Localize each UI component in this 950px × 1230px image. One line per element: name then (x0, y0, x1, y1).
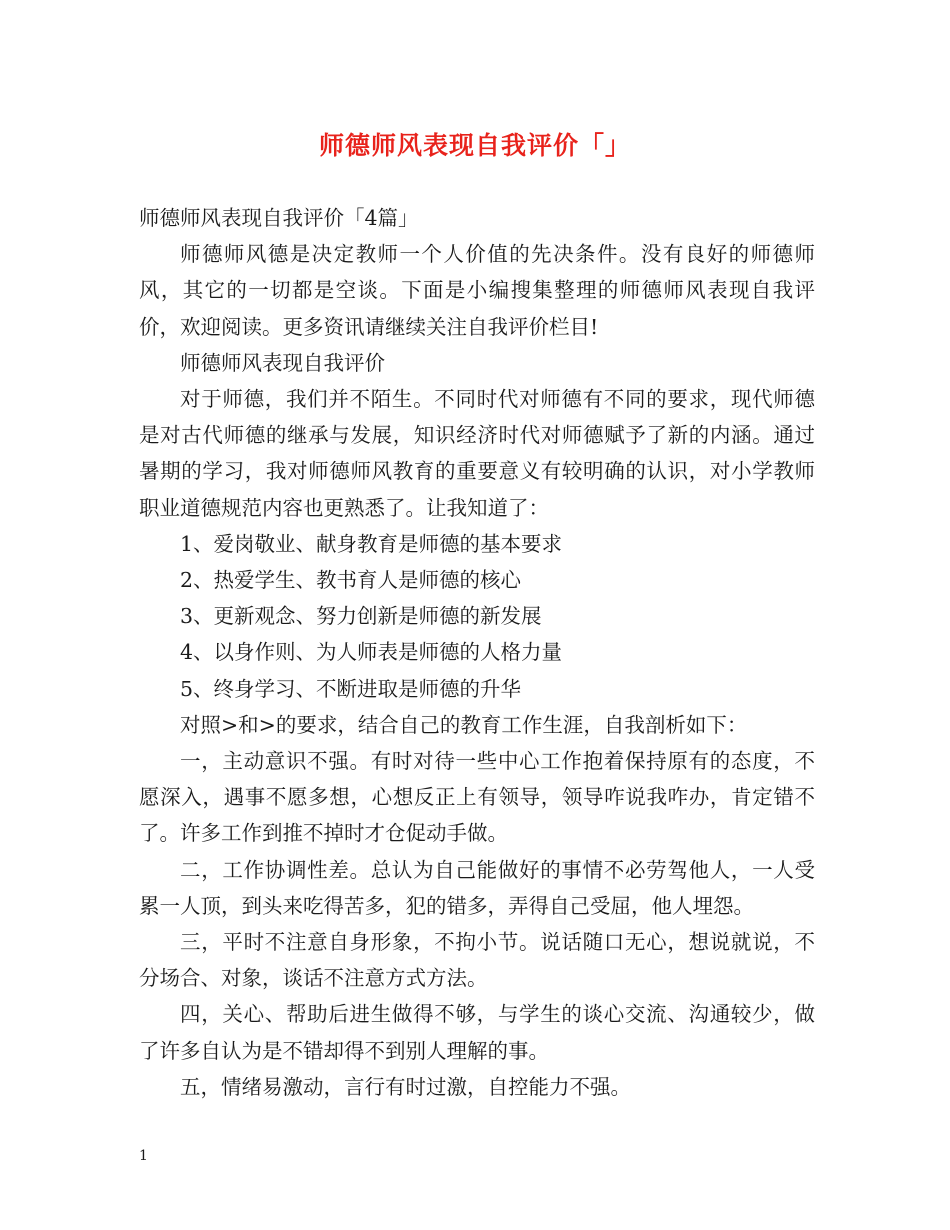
paragraph-body: 五，情绪易激动，言行有时过激，自控能力不强。 (180, 1074, 631, 1099)
paragraph-intro: 师德师风德是决定教师一个人价值的先决条件。没有良好的师德师风，其它的一切都是空谈。下面是小编搜集整理的师德师风表现自我评价，欢迎阅读。更多资讯请继续关注自我评价栏目! (139, 242, 815, 339)
paragraph-body: 二，工作协调性差。总认为自己能做好的事情不必劳驾他人，一人受累一人顶，到头来吃得苦多，犯的错多，弄得自己受屈，他人埋怨。 (139, 857, 815, 918)
paragraph-subtitle: 师德师风表现自我评价「4篇」 (139, 206, 419, 230)
paragraph-body: 四，关心、帮助后进生做得不够，与学生的谈心交流、沟通较少，做了许多自认为是不错却得不到别人理解的事。 (139, 1002, 815, 1063)
document-title: 师德师风表现自我评价「」 (318, 131, 631, 160)
list-item: 1、爱岗敬业、献身教育是师德的基本要求 (180, 531, 563, 556)
paragraph-section-heading: 师德师风表现自我评价 (180, 350, 385, 375)
list-item: 4、以身作则、为人师表是师德的人格力量 (180, 640, 563, 665)
list-item: 5、终身学习、不断进取是师德的升华 (180, 676, 522, 701)
paragraph-body: 一，主动意识不强。有时对待一些中心工作抱着保持原有的态度，不愿深入，遇事不愿多想，心想反正上有领导，领导咋说我咋办，肯定错不了。许多工作到推不掉时才仓促动手做。 (139, 749, 815, 846)
paragraph-body: 对于师德，我们并不陌生。不同时代对师德有不同的要求，现代师德是对古代师德的继承与发展，知识经济时代对师德赋予了新的内涵。通过暑期的学习，我对师德师风教育的重要意义有较明确的认识，对小学教师职业道德规范内容也更熟悉了。让我知道了： (139, 387, 815, 520)
document-body (139, 200, 815, 1105)
list-item: 2、热爱学生、教书育人是师德的核心 (180, 568, 522, 593)
page-number: 1 (139, 1148, 148, 1164)
list-item: 3、更新观念、努力创新是师德的新发展 (180, 604, 542, 629)
paragraph-body: 三，平时不注意自身形象，不拘小节。说话随口无心，想说就说，不分场合、对象，谈话不注意方式方法。 (139, 930, 815, 991)
paragraph-body: 对照>和>的要求，结合自己的教育工作生涯，自我剖析如下： (180, 712, 748, 737)
